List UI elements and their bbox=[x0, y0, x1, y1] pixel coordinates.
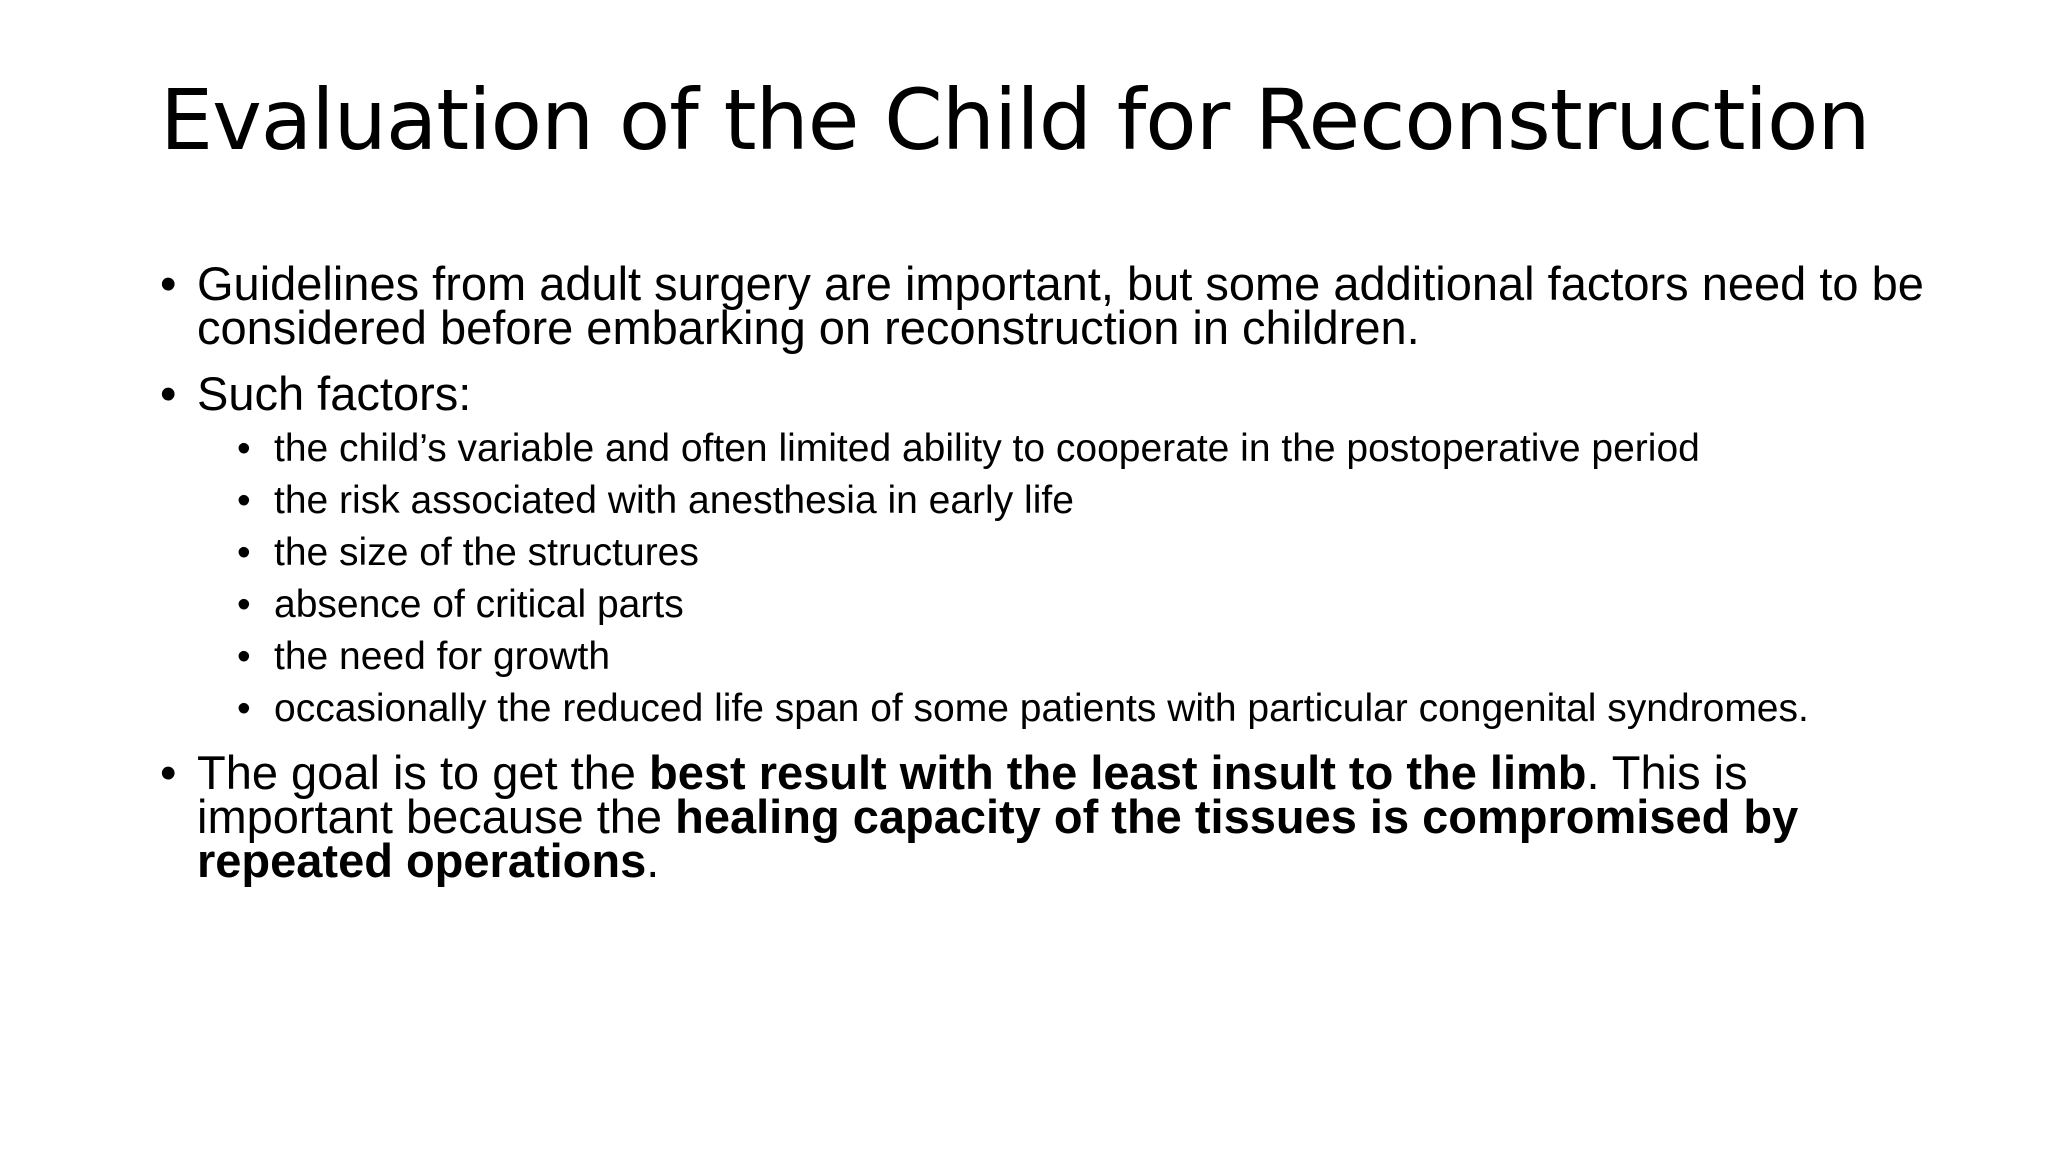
bullet-item bbox=[160, 367, 1940, 730]
sub-bullet-item bbox=[197, 584, 1940, 625]
bullet-text: Such factors: bbox=[197, 367, 472, 420]
bullet-icon: • bbox=[160, 367, 177, 420]
slide-body bbox=[160, 257, 1940, 887]
sub-bullet-item bbox=[197, 688, 1940, 729]
sub-bullet-text: occasionally the reduced life span of some patients with particular congenital syndromes. bbox=[274, 687, 1809, 730]
sub-bullet-text: the need for growth bbox=[274, 635, 611, 678]
bullet-icon: • bbox=[160, 746, 177, 799]
sub-bullet-text: the child’s variable and often limited ability to cooperate in the postoperative period bbox=[274, 427, 1700, 470]
goal-text-middle: . This is important because the bbox=[197, 746, 1748, 843]
sub-bullet-item bbox=[197, 428, 1940, 469]
bullet-item bbox=[160, 746, 1940, 887]
bullet-list bbox=[160, 257, 1940, 887]
goal-text-intro: The goal is to get the bbox=[197, 746, 650, 799]
sub-bullet-item bbox=[197, 532, 1940, 573]
bullet-icon: • bbox=[237, 583, 251, 626]
sub-bullet-item bbox=[197, 636, 1940, 677]
bullet-icon: • bbox=[237, 531, 251, 574]
sub-bullet-list bbox=[197, 428, 1940, 729]
bullet-icon: • bbox=[160, 257, 177, 310]
healing-text-emphasis: healing capacity of the tissues is compromised by repeated operations bbox=[197, 790, 1799, 887]
bullet-item bbox=[160, 257, 1940, 354]
goal-text-end: . bbox=[646, 834, 660, 887]
bullet-text bbox=[197, 746, 1798, 887]
bullet-text: Guidelines from adult surgery are important, but some additional factors need to be considered before embarking on reconstruction in children. bbox=[197, 257, 1924, 354]
bullet-icon: • bbox=[237, 427, 251, 470]
bullet-icon: • bbox=[237, 479, 251, 522]
sub-bullet-item bbox=[197, 480, 1940, 521]
sub-bullet-text: the size of the structures bbox=[274, 531, 699, 574]
sub-bullet-text: the risk associated with anesthesia in early life bbox=[274, 479, 1074, 522]
sub-bullet-text: absence of critical parts bbox=[274, 583, 684, 626]
goal-text-emphasis: best result with the least insult to the limb bbox=[649, 746, 1587, 799]
bullet-icon: • bbox=[237, 687, 251, 730]
slide-title: Evaluation of the Child for Reconstruction bbox=[160, 71, 1870, 169]
bullet-icon: • bbox=[237, 635, 251, 678]
